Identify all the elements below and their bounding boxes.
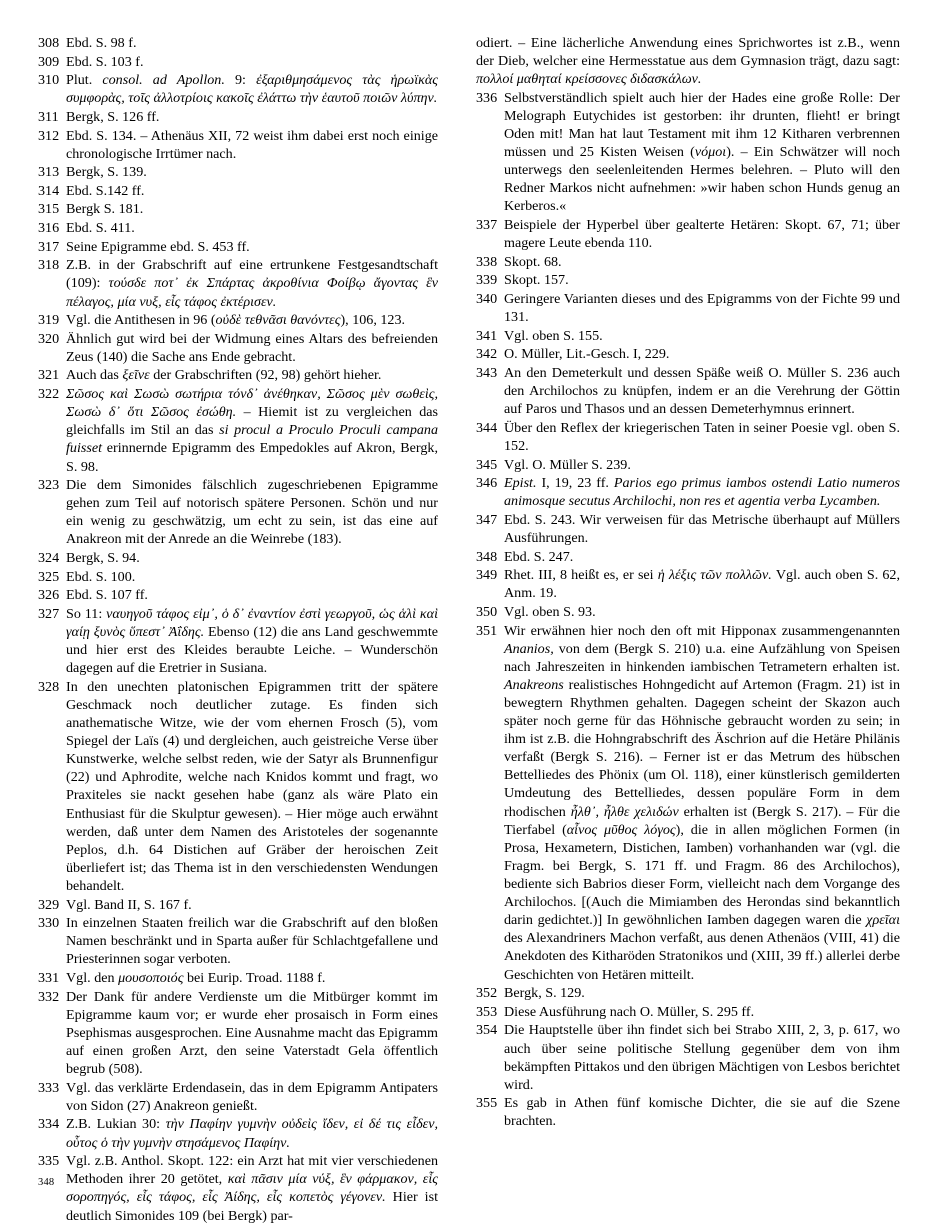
note-text: Z.B. Lukian 30:	[66, 1116, 166, 1133]
endnote-body	[504, 290, 900, 326]
greek-quotation: νόμοι	[694, 144, 727, 161]
note-text: Seine Epigramme ebd. S. 453 ff.	[66, 238, 250, 255]
endnote-number: 350	[476, 603, 498, 620]
endnote-number: 348	[476, 548, 498, 565]
endnote-body	[66, 330, 438, 366]
endnote-body	[66, 586, 438, 604]
endnote-body	[504, 566, 900, 602]
left-column	[38, 34, 438, 1225]
endnote-number: 330	[38, 915, 60, 932]
note-text: I, 19, 23 ff.	[536, 475, 614, 492]
endnote-351	[476, 622, 900, 984]
endnote-316	[38, 219, 438, 237]
note-text: Ebd. S. 134. – Athenäus XII, 72 weist ihm dabei erst noch einige chronologische Irrtümer nach.	[66, 127, 438, 162]
endnote-body	[66, 969, 438, 987]
endnote-327	[38, 605, 438, 677]
endnote-322	[38, 385, 438, 476]
endnote-343	[476, 364, 900, 418]
endnote-number: 338	[476, 253, 498, 270]
endnote-344	[476, 419, 900, 455]
endnote-body	[504, 419, 900, 455]
note-text: Wir erwähnen hier noch den oft mit Hipponax zusammengenannten	[504, 622, 900, 639]
note-text: Der Dank für andere Verdienste um die Mitbürger kommt im Epigramme kaum vor; er wurde eher prosaisch in Form eines Psephismas ausgesprochen. Eine Ausnahme macht das Epigramm auf einen großen Arzt, den seine Vaterstadt Gela öffentlich begrub (508).	[66, 988, 438, 1078]
greek-quotation: ναυηγοῦ τάφος εἰμ᾽, ὁ δ᾽ ἐναντίον ἐστὶ γεωργοῦ, ὡς ἁλὶ καὶ γαίῃ ξυνὸς ὕπεστ᾽ Ἀΐδης.	[66, 605, 438, 640]
greek-quotation: ἦλθ᾽, ἦλθε χελιδών	[570, 803, 679, 820]
endnote-315	[38, 200, 438, 218]
endnote-body	[66, 238, 438, 256]
endnote-body	[66, 311, 438, 329]
italic-title: si procul a Proculo Proculi campana fuisset	[66, 422, 439, 457]
note-text: Bergk, S. 126 ff.	[66, 108, 160, 125]
endnote-323	[38, 476, 438, 548]
endnote-body	[504, 548, 900, 566]
endnote-309	[38, 53, 438, 71]
endnote-314	[38, 182, 438, 200]
note-text: ), 106, 123.	[340, 312, 406, 329]
italic-title: Ananios,	[504, 640, 554, 657]
note-text: Hier ist deutlich Simonides 109 (bei Bergk) par-	[66, 1189, 438, 1224]
note-text: Plut.	[66, 72, 103, 89]
endnote-number: 349	[476, 567, 498, 584]
endnote-body	[66, 53, 438, 71]
endnote-311	[38, 108, 438, 126]
note-text: Über den Reflex der kriegerischen Taten in seiner Poesie vgl. oben S. 152.	[504, 419, 900, 454]
endnote-number: 351	[476, 622, 498, 639]
endnote-number: 352	[476, 985, 498, 1002]
note-text: Bergk, S. 129.	[504, 985, 585, 1002]
greek-quotation: τούσδε ποτ᾽ ἐκ Σπάρτας ἀκροθίνια Φοίβῳ ἄγοντας ἓν πέλαγος, μία νυξ, εἷς τάφος ἐκτέρισεν.	[66, 275, 438, 310]
endnote-body	[66, 200, 438, 218]
endnote-body	[504, 364, 900, 418]
endnote-308	[38, 34, 438, 52]
endnote-number: 326	[38, 587, 60, 604]
endnote-number: 341	[476, 327, 498, 344]
endnote-body	[66, 1115, 438, 1151]
endnote-number: 328	[38, 678, 60, 695]
note-text: In den unechten platonischen Epigrammen tritt der spätere Geschmack noch deutlicher zutage. Es finden sich anathematische Witze, wie der vom ehernen Frosch (5), vom Spiegel der Laïs (4) und dergleichen, auch geistreiche Verse über Kunstwerke, welche selbst reden, wie der Satyr als Brunnenfigur (22) und Aphrodite, welche nach Knidos kommt und fragt, wo Praxiteles sie nackt gesehen habe (ganz als wäre Plato ein Enthusiast für die Skulptur gewesen). – Hier möge auch erwähnt werden, daß unter dem Namen des Aristoteles der sogenannte Peplos, d.h. 64 Distichen auf Gräber der heroischen Zeit überliefert ist; das Thema ist in den verschiedensten Wendungen behandelt.	[66, 678, 438, 895]
greek-quotation: ἐξαριθμησάμενος τὰς ἡρωϊκὰς συμφορὰς, τοῖς ἀλλοτρίοις κακοῖς ἐλάττω τὴν ἑαυτοῦ ποιῶν λύπην.	[66, 72, 439, 107]
endnote-body	[504, 511, 900, 547]
note-text: Diese Ausführung nach O. Müller, S. 295 ff.	[504, 1003, 755, 1020]
note-text: Vgl. die Antithesen in 96 (	[66, 312, 216, 329]
note-text: erhalten ist (Bergk S. 217). – Für die Tierfabel (	[504, 803, 900, 838]
endnote-body	[66, 366, 438, 384]
endnote-348	[476, 548, 900, 566]
endnote-body	[66, 988, 438, 1079]
endnote-body	[504, 345, 900, 363]
note-text: Auch das	[66, 367, 123, 384]
endnote-body	[66, 163, 438, 181]
endnote-number: 313	[38, 164, 60, 181]
endnote-325	[38, 568, 438, 586]
endnote-number: 347	[476, 511, 498, 528]
note-text: – Hiemit ist zu vergleichen das gleichfalls im Stil an das	[66, 404, 438, 439]
endnote-336	[476, 89, 900, 216]
endnote-number: 343	[476, 364, 498, 381]
note-text: Vgl. das verklärte Erdendasein, das in dem Epigramm Antipaters von Sidon (27) Anakreon genießt.	[66, 1079, 438, 1114]
endnote-354	[476, 1021, 900, 1093]
endnote-body	[66, 1079, 438, 1115]
endnote-body	[66, 476, 438, 548]
endnote-347	[476, 511, 900, 547]
note-text: realistisches Hohngedicht auf Artemon (Fragm. 21) ist in bewegtern Rhythmen gehalten. Dagegen scheint der Skazon auch später noch gerne für das Höhnische gebraucht worden zu sein; in ihm ist z.B. die Hohngrabschrift des Äschrion auf die Hetäre Philänis verfaßt (Bergk S. 216). – Ferner ist er das Metrum des hübschen Bettelliedes des Phönix (um Ol. 118), einer künstlerisch gemilderten Umdeutung des Bettelliedes, dessen populäre Form in dem rhodischen	[504, 676, 900, 820]
endnote-body	[504, 271, 900, 289]
endnote-body	[66, 34, 438, 52]
endnote-body	[66, 914, 438, 968]
note-text: erinnernde Epigramm des Empedokles auf Akron, Bergk, S. 98.	[66, 440, 438, 475]
endnote-number: 324	[38, 550, 60, 567]
endnote-body	[66, 605, 438, 677]
endnote-319	[38, 311, 438, 329]
endnote-340	[476, 290, 900, 326]
note-text: Ebd. S. 103 f.	[66, 53, 144, 70]
note-text: Vgl. Band II, S. 167 f.	[66, 896, 192, 913]
note-text: Vgl. den	[66, 970, 119, 987]
two-column-layout	[38, 34, 901, 1225]
greek-quotation: Σῶσος καὶ Σωσὼ σωτήρια τόνδ᾽ ἀνέθηκαν, Σῶσος μὲν σωθεὶς, Σωσὼ δ᾽ ὅτι Σῶσος ἐσώθη.	[66, 386, 438, 421]
note-335-continued	[476, 34, 900, 88]
endnote-body	[504, 1094, 900, 1130]
endnote-326	[38, 586, 438, 604]
greek-quotation: αἶνος μῦθος λόγος	[566, 821, 676, 838]
note-text: Vgl. z.B. Anthol. Skopt. 122: ein Arzt hat mit vier verschiedenen Methoden ihrer 20 getötet,	[66, 1153, 438, 1188]
endnote-331	[38, 969, 438, 987]
endnote-body	[66, 256, 438, 310]
endnote-number: 314	[38, 182, 60, 199]
endnote-332	[38, 988, 438, 1079]
endnote-number: 323	[38, 477, 60, 494]
endnote-body	[504, 1003, 900, 1021]
endnote-number: 340	[476, 291, 498, 308]
note-text: An den Demeterkult und dessen Späße weiß O. Müller S. 236 auch den Archilochos zu knüpfen, indem er an die Verehrung der Göttin auf Paros und Thasos und an dessen Demeterhymnus erinnert.	[504, 364, 900, 418]
endnote-number: 317	[38, 238, 60, 255]
endnote-body	[66, 108, 438, 126]
endnote-body	[66, 127, 438, 163]
italic-title: Epist.	[504, 475, 537, 492]
endnote-body	[66, 182, 438, 200]
endnote-352	[476, 984, 900, 1002]
endnote-number: 318	[38, 257, 60, 274]
endnote-body	[66, 549, 438, 567]
endnote-number: 335	[38, 1153, 60, 1170]
endnote-number: 353	[476, 1003, 498, 1020]
endnote-345	[476, 456, 900, 474]
note-text: Vgl. O. Müller S. 239.	[504, 456, 631, 473]
endnote-number: 337	[476, 217, 498, 234]
endnote-number: 315	[38, 201, 60, 218]
note-text: Ebenso (12) die ans Land geschwemmte und hier erst des Kleides beraubte Leiche. – Wunderschön dagegen auf die Eretrier in Susiana.	[66, 624, 438, 677]
endnote-341	[476, 327, 900, 345]
greek-quotation: ἡ λέξις τῶν πολλῶν.	[657, 567, 772, 584]
endnote-body	[504, 474, 900, 510]
endnote-324	[38, 549, 438, 567]
greek-quotation: τὴν Παφίην γυμνὴν οὐδεὶς ἴδεν, εἰ δέ τις εἶδεν, οὗτος ὁ τὴν γυμνὴν στησάμενος Παφίην.	[66, 1116, 438, 1151]
endnote-number: 321	[38, 367, 60, 384]
note-text: In einzelnen Staaten freilich war die Grabschrift auf den bloßen Namen beschränkt und in Sparta außer für Schlachtgefallene und Priesterinnen sogar verboten.	[66, 915, 438, 968]
endnote-313	[38, 163, 438, 181]
note-text: Ebd. S. 411.	[66, 220, 135, 237]
endnote-number: 345	[476, 456, 498, 473]
endnote-number: 322	[38, 386, 60, 403]
note-text: bei Eurip. Troad. 1188 f.	[183, 970, 326, 987]
endnote-number: 309	[38, 53, 60, 70]
endnote-body	[504, 456, 900, 474]
endnote-body	[504, 89, 900, 216]
right-column	[476, 34, 900, 1131]
note-text: ). – Ein Schwätzer will noch unterwegs den seelenleitenden Hermes belehren. – Pluto will den Redner Markos nicht aufnehmen: »wir haben schon Hunds genug an Kerberos.«	[504, 144, 900, 215]
note-text: Selbstverständlich spielt auch hier der Hades eine große Rolle: Der Melograph Eutychides ist gestorben: ihr drunten, flieht! er bringt Oden mit! Man hat laut Testament mit ihm 12 Kitharen verbrennen müssen und 25 Kisten Weisen (	[504, 89, 900, 161]
note-text: Vgl. oben S. 93.	[504, 603, 596, 620]
endnote-number: 332	[38, 988, 60, 1005]
endnote-body	[66, 219, 438, 237]
endnote-312	[38, 127, 438, 163]
endnote-body	[66, 71, 438, 107]
italic-title: Parios ego primus iambos ostendi Latio numeros animosque secutus Archilochi, non res et agentia verba Lycamben.	[504, 475, 900, 510]
note-text: Bergk S. 181.	[66, 201, 144, 218]
endnote-338	[476, 253, 900, 271]
endnote-number: 355	[476, 1095, 498, 1112]
greek-quotation: μουσοποιός	[118, 970, 184, 987]
endnote-number: 342	[476, 346, 498, 363]
greek-quotation: ξεῖνε	[122, 367, 150, 384]
note-text: Bergk, S. 139.	[66, 164, 147, 181]
endnote-number: 346	[476, 475, 498, 492]
note-text: des Alexandriners Machon verfaßt, aus denen Athenäos (VIII, 41) die Anekdoten des Kitharöden Stratonikos und (XIII, 39 ff.) allerlei derbe Geschichten von Hetären mitteilt.	[504, 930, 900, 983]
endnote-number: 325	[38, 568, 60, 585]
endnote-346	[476, 474, 900, 510]
note-text: Die Hauptstelle über ihn findet sich bei Strabo XIII, 2, 3, p. 617, wo auch über seine politische Stellung gegenüber dem von ihm bekämpften Pittakos und den übrigen Mächtigen von Lesbos berichtet wird.	[504, 1022, 900, 1093]
endnote-body	[504, 216, 900, 252]
note-text: Ebd. S. 100.	[66, 568, 136, 585]
endnote-350	[476, 603, 900, 621]
endnote-body	[504, 984, 900, 1002]
note-text: Ebd. S.142 ff.	[66, 182, 145, 199]
endnote-body	[504, 327, 900, 345]
greek-quotation: πολλοί μαθηταί κρείσσονες διδασκάλων.	[476, 71, 702, 88]
note-text: Skopt. 68.	[504, 253, 562, 270]
endnote-339	[476, 271, 900, 289]
endnote-355	[476, 1094, 900, 1130]
endnote-number: 311	[38, 108, 59, 125]
endnote-310	[38, 71, 438, 107]
note-text: Geringere Varianten dieses und des Epigramms von der Fichte 99 und 131.	[504, 291, 900, 326]
endnote-333	[38, 1079, 438, 1115]
note-text: Vgl. oben S. 155.	[504, 327, 603, 344]
endnote-number: 327	[38, 605, 60, 622]
endnote-number: 320	[38, 330, 60, 347]
note-text: Bergk, S. 94.	[66, 550, 140, 567]
note-text: von dem (Bergk S. 210) u.a. eine Aufzählung von Speisen nach Jahreszeiten in hinkenden iambischen Tetrametern erhalten ist.	[504, 640, 900, 675]
endnote-337	[476, 216, 900, 252]
endnote-342	[476, 345, 900, 363]
note-text: So 11:	[66, 605, 107, 622]
note-text: Ebd. S. 247.	[504, 548, 574, 565]
note-text: odiert. – Eine lächerliche Anwendung eines Sprichwortes ist z.B., wenn der Dieb, welcher eine Hermesstatue aus dem Gymnasion trägt, dazu sagt:	[476, 35, 900, 70]
endnote-318	[38, 256, 438, 310]
endnote-334	[38, 1115, 438, 1151]
endnote-328	[38, 678, 438, 895]
italic-title: consol. ad Apollon.	[102, 72, 225, 89]
note-text: Rhet. III, 8 heißt es, er sei	[504, 567, 658, 584]
endnote-body	[66, 678, 438, 895]
endnote-number: 316	[38, 220, 60, 237]
note-text: Skopt. 157.	[504, 272, 569, 289]
endnote-body	[504, 622, 900, 984]
note-text: Es gab in Athen fünf komische Dichter, die sie auf die Szene brachten.	[504, 1095, 900, 1130]
endnote-number: 308	[38, 35, 60, 51]
endnote-329	[38, 896, 438, 914]
endnote-320	[38, 330, 438, 366]
note-text: Z.B. in der Grabschrift auf eine ertrunkene Festgesandtschaft (109):	[66, 257, 438, 292]
note-text: der Grabschriften (92, 98) gehört hieher.	[149, 367, 382, 384]
note-text: Ebd. S. 243. Wir verweisen für das Metrische überhaupt auf Müllers Ausführungen.	[504, 511, 900, 546]
endnote-number: 331	[38, 970, 60, 987]
endnote-335	[38, 1152, 438, 1224]
note-text: Ähnlich gut wird bei der Widmung eines Altars des befreienden Zeus (140) die Sache ans Ende gebracht.	[66, 330, 438, 365]
note-text: O. Müller, Lit.-Gesch. I, 229.	[504, 346, 670, 363]
endnote-317	[38, 238, 438, 256]
endnote-body	[504, 253, 900, 271]
endnote-number: 310	[38, 72, 60, 89]
endnote-330	[38, 914, 438, 968]
endnote-number: 354	[476, 1022, 498, 1039]
endnote-349	[476, 566, 900, 602]
endnote-body	[66, 1152, 438, 1224]
endnote-body	[66, 385, 438, 476]
greek-quotation: οὐδὲ τεθνᾶσι θανόντες	[215, 312, 341, 329]
note-text: ), die in allen möglichen Formen (in Prosa, Hexametern, Distichen, Iamben) vorhanhanden war (vgl. die Fragm. bei Bergk, S. 171 ff. und Fragm. 86 des Archilochos), bediente sich Babrios dieser Form, vielleicht nach dem Vorgange des Archilochos. [(Auch die Mimiamben des Herondas sind bekanntlich darin gedichtet.)] In gewöhnlichen Iamben dagegen waren die	[504, 821, 900, 929]
note-text: Ebd. S. 107 ff.	[66, 587, 148, 604]
endnote-number: 333	[38, 1079, 60, 1096]
greek-quotation: καὶ πᾶσιν μία νύξ, ἓν φάρμακον, εἷς σοροπηγός, εἷς τάφος, εἷς Ἀίδης, εἷς κοπετὸς γέγονεν.	[66, 1171, 438, 1206]
greek-quotation: χρεῖαι	[866, 912, 900, 929]
endnote-321	[38, 366, 438, 384]
endnote-number: 344	[476, 419, 498, 436]
italic-title: Anakreons	[504, 676, 564, 693]
endnote-number: 312	[38, 127, 60, 144]
note-text: Beispiele der Hyperbel über gealterte Hetären: Skopt. 67, 71; über magere Leute ebenda 110.	[504, 217, 900, 252]
endnote-body	[66, 568, 438, 586]
endnote-number: 334	[38, 1116, 60, 1133]
note-text: 9:	[224, 72, 257, 89]
endnote-353	[476, 1003, 900, 1021]
note-text: Vgl. auch oben S. 62, Anm. 19.	[504, 567, 901, 602]
endnote-number: 329	[38, 896, 60, 913]
endnote-body	[504, 603, 900, 621]
endnote-body	[504, 1021, 900, 1093]
endnote-number: 339	[476, 272, 498, 289]
note-text: Ebd. S. 98 f.	[66, 35, 137, 51]
note-text: Die dem Simonides fälschlich zugeschriebenen Epigramme gehen zum Teil auf notorisch spätere Personen. Schön und nur ein wenig zu geschwätzig, um echt zu sein, ist das eine auf Anakreon mit der Anrede an die Weinrebe (183).	[66, 477, 438, 548]
endnote-number: 319	[38, 312, 60, 329]
page-number: 348	[38, 1177, 55, 1188]
endnote-number: 336	[476, 89, 498, 106]
endnote-body	[66, 896, 438, 914]
